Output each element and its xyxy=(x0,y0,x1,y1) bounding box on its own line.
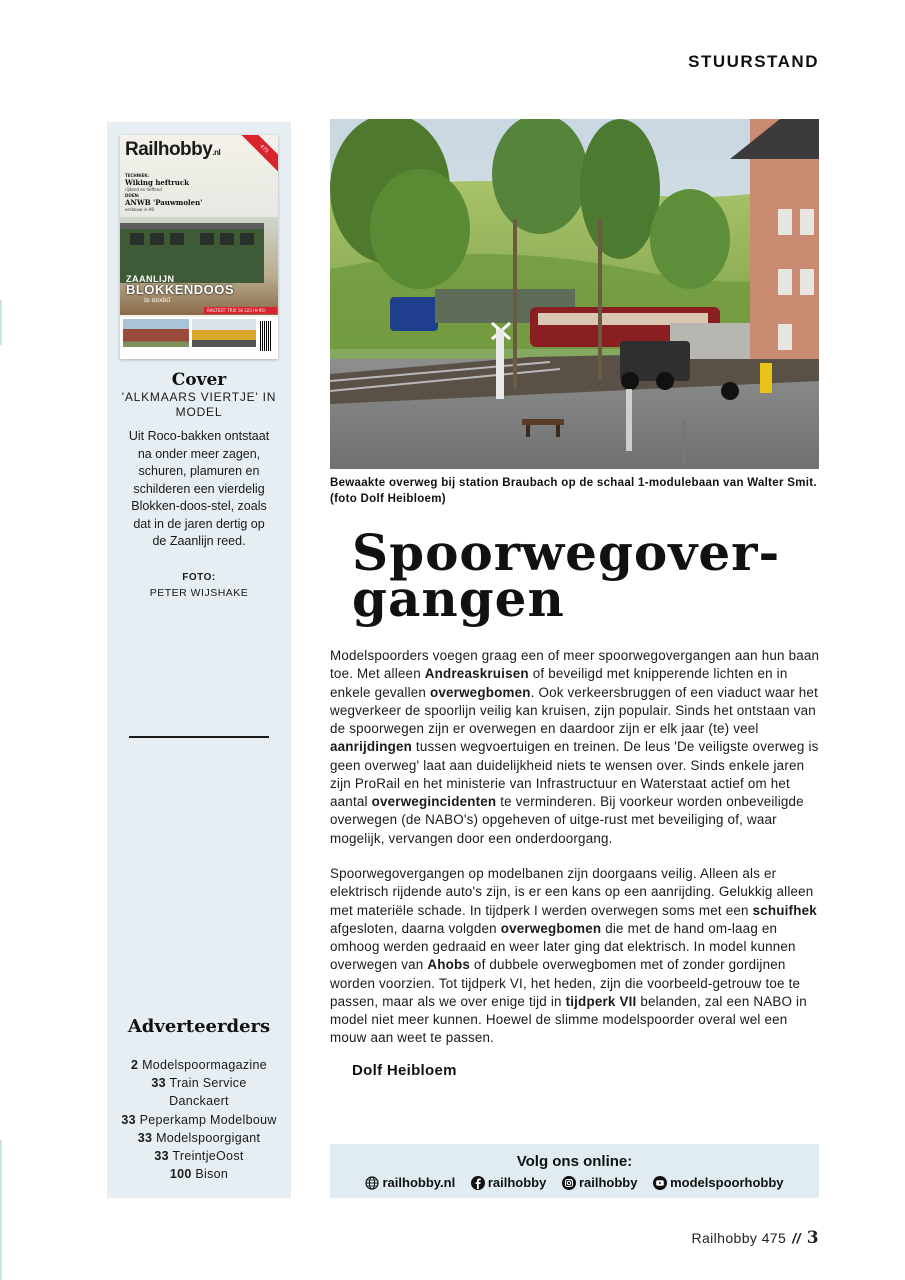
headline-line2: gangen xyxy=(352,569,565,628)
cover-logo xyxy=(125,139,220,161)
sidebar-divider xyxy=(129,736,269,738)
social-link-label: railhobby.nl xyxy=(382,1175,456,1190)
body-text: of beveiligd met knipperende lichten en in enkele gevallen xyxy=(330,666,788,700)
body-paragraph-2 xyxy=(330,865,822,1048)
cover-red-bar: RAILTEST: TRIX 18 323 (H 95) xyxy=(204,307,277,314)
article-headline xyxy=(352,523,812,628)
cover-loco-window xyxy=(170,233,184,245)
advertiser-item: 33 Peperkamp Modelbouw xyxy=(121,1112,277,1127)
cover-title: Cover xyxy=(171,370,227,390)
globe-icon xyxy=(365,1176,379,1190)
social-title: Volg ons online: xyxy=(516,1153,633,1170)
body-text: Spoorwegovergangen op modelbanen zijn doorgaans veilig. Alleen als er elektrisch rijdende auto's zijn, is er een kans op een aanrijding. Gelukkig alleen met materiële schade. In tijdperk I werden overwegen soms met een xyxy=(330,866,814,918)
body-text: afgesloten, daarna volgden xyxy=(330,920,501,936)
cover-description: Uit Roco-bakken ontstaat na onder meer zagen, schuren, plamuren en schilderen een vierdelig Blokken-doos-stel, zoals dat in de jaren dertig op de Zaanlijn reed. xyxy=(128,429,270,548)
body-text: die met de hand om-laag en omhoog werden gedraaid en weer later ging dat elektrisch. In model kunnen overwegen van xyxy=(330,920,796,973)
cover-loco-window xyxy=(130,233,144,245)
cover-thumb-heftruck xyxy=(192,319,256,347)
advertisers-list xyxy=(111,1056,287,1183)
youtube-icon xyxy=(653,1176,667,1190)
advertiser-item: 33 TreintjeOost xyxy=(154,1149,244,1164)
page-number: 3 xyxy=(806,1228,819,1248)
footer-magazine: Railhobby 475 xyxy=(691,1230,787,1246)
advertiser-item: 100 Bison xyxy=(169,1167,229,1182)
body-text: belanden, zal een NABO in model niet meer kunnen. Hoewel de slimme modelspoorder overal wel een mouw aan weet te passen. xyxy=(330,993,807,1046)
cover-ribbon: 475 xyxy=(239,135,278,174)
bold-term: overwegbomen xyxy=(429,684,531,700)
photo-caption: Bewaakte overweg bij station Braubach op de schaal 1-modulebaan van Walter Smit. (foto Dolf Heibloem) xyxy=(330,477,817,505)
bold-term: Ahobs xyxy=(427,957,470,973)
cover-line2: BLOKKENDOOS xyxy=(126,282,235,297)
bold-term: Andreaskruisen xyxy=(424,666,529,682)
bold-term: tijdperk VII xyxy=(565,993,637,1009)
cover-thumb-building xyxy=(123,319,189,347)
cover-teaser1-sub: rijdend en heffend xyxy=(125,187,162,192)
social-link-label: railhobby xyxy=(487,1175,547,1190)
social-link-instagram[interactable] xyxy=(562,1175,638,1190)
cover-teaser1-label: TECHNIEK: xyxy=(125,173,150,178)
cover-barcode xyxy=(260,321,272,351)
cover-line1: ZAANLIJN xyxy=(126,274,175,284)
social-link-facebook[interactable] xyxy=(471,1175,547,1190)
magazine-cover-image xyxy=(120,135,278,359)
body-text: of dubbele overwegbomen met of zonder gordijnen worden voorzien. Tot tijdperk VI, het heden, zijn die voorbeeld-getrouw toe te passen, maar als we over enige tijd in xyxy=(330,957,801,1009)
social-link-label: railhobby xyxy=(578,1175,638,1190)
sidebar xyxy=(107,122,291,1198)
cover-logo-text: Railhobby xyxy=(125,139,213,160)
body-text: te verminderen. Bij voorkeur worden onbeveiligde overwegen (de NABO's) opgeheven of uitge-rust met beveiliging of, waar mogelijk, vervangen door een onderdoorgang. xyxy=(330,794,804,846)
bold-term: overwegbomen xyxy=(500,920,602,936)
body-text: Modelspoorders voegen graag een of meer spoorwegovergangen aan hun baan toe. Met alleen xyxy=(330,648,820,682)
social-link-website[interactable] xyxy=(365,1175,455,1190)
cover-teaser2-sub: verbouw in H0 xyxy=(125,207,155,212)
footer-separator: // xyxy=(792,1230,801,1246)
cover-loco-window xyxy=(220,233,234,245)
page-footer xyxy=(691,1228,819,1248)
advertiser-item: 2 Modelspoormagazine xyxy=(131,1058,267,1072)
advertiser-item: 33 Train Service Danckaert xyxy=(151,1076,247,1109)
social-link-label: modelspoorhobby xyxy=(670,1175,784,1190)
level-crossing-photo xyxy=(330,119,819,469)
bold-term: overwegincidenten xyxy=(371,794,497,809)
cover-loco-window xyxy=(150,233,164,245)
advertisers-title: Adverteerders xyxy=(127,1016,271,1037)
headline-line1: Spoorwegover- xyxy=(352,523,781,582)
social-link-youtube[interactable] xyxy=(653,1175,783,1190)
body-text: tussen wegvoertuigen en treinen. De leus 'De veiligste overweg is geen overweg' laat aan duidelijkheid niets te wensen over. Sinds enkele jaren zijn ProRail en het ministerie van Infrastructuur en Waterstaat actief om het aantal xyxy=(330,739,819,809)
bold-term: schuifhek xyxy=(752,902,817,918)
instagram-icon xyxy=(562,1176,576,1190)
edge-mark-bottom xyxy=(0,1140,2,1280)
cover-line3: in model xyxy=(144,297,171,304)
body-paragraph-1 xyxy=(330,647,822,848)
cover-subtitle: 'ALKMAARS VIERTJE' IN MODEL xyxy=(121,390,277,419)
photo-credit-label: FOTO: xyxy=(182,572,216,583)
body-text: . Ook verkeersbruggen of een viaduct waar het wegverkeer de spoorlijn veilig kan kruisen, zijn populair. Sinds het ontstaan van de spoorwegen zijn er overwegen en daardoor zijn er elk jaar (te) veel xyxy=(330,684,818,736)
section-label: STUURSTAND xyxy=(688,52,819,71)
cover-teaser2-label: DOEN: xyxy=(125,193,140,198)
photo-credit-name: PETER WIJSHAKE xyxy=(149,587,249,599)
social-links xyxy=(330,1175,819,1190)
cover-logo-suffix: .nl xyxy=(212,148,221,157)
cover-loco-window xyxy=(240,233,254,245)
social-box xyxy=(330,1144,819,1198)
bold-term: aanrijdingen xyxy=(330,739,413,755)
cover-loco-window xyxy=(200,233,214,245)
facebook-icon xyxy=(471,1176,485,1190)
cover-teaser1-title: Wiking heftruck xyxy=(125,178,190,187)
article-author: Dolf Heibloem xyxy=(352,1062,457,1079)
edge-mark-top xyxy=(0,300,2,345)
advertiser-item: 33 Modelspoorgigant xyxy=(137,1130,261,1145)
cover-teaser2-title: ANWB 'Pauwmolen' xyxy=(125,198,203,207)
